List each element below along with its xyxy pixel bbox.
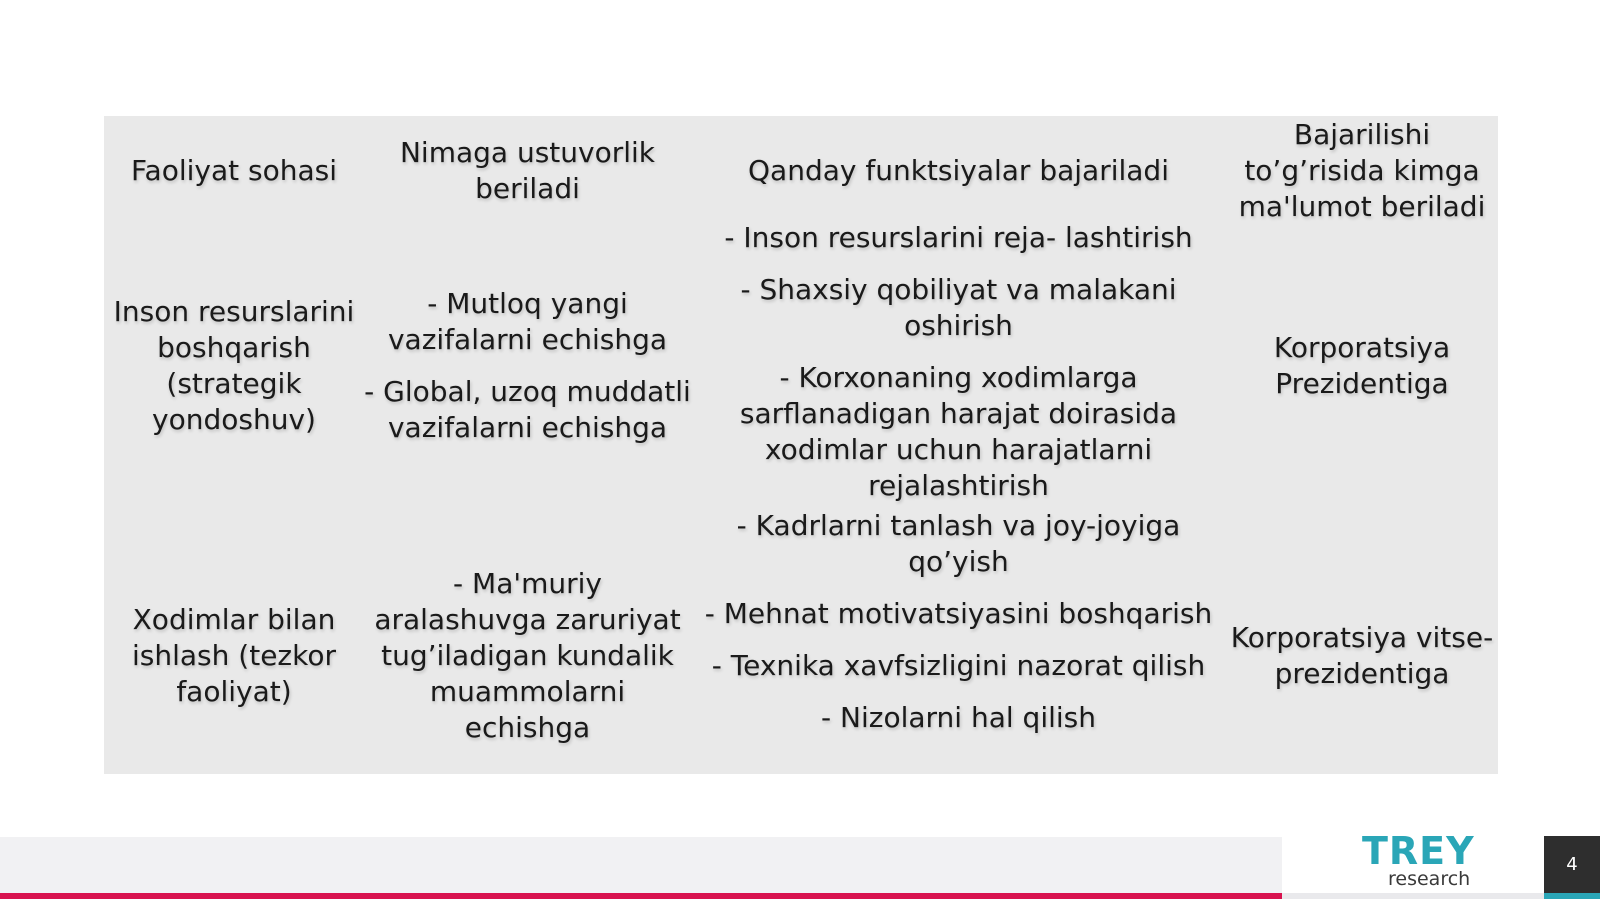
header-priority xyxy=(364,116,691,226)
logo-sub-text: research xyxy=(1388,868,1471,890)
trey-research-logo xyxy=(1362,830,1482,892)
page-number: 4 xyxy=(1566,854,1578,875)
page-number-badge xyxy=(1544,836,1600,893)
info-table xyxy=(104,116,1498,774)
logo-main-text: TREY xyxy=(1362,829,1475,873)
header-activity-area-text: Faoliyat sohasi xyxy=(131,154,337,187)
header-priority-text: Nimaga ustuvorlik beriladi xyxy=(399,136,656,205)
row2-function-item: - Mehnat motivatsiyasini boshqarish xyxy=(704,597,1213,630)
row2-function-item: - Nizolarni hal qilish xyxy=(821,701,1096,734)
row2-priority-item: - Ma'muriy aralashuvga zaruriyat tug’iladigan kundalik muammolarni echishga xyxy=(374,567,681,744)
footer-accent-stripe xyxy=(0,893,1282,899)
row2-priorities xyxy=(364,556,691,756)
row1-priority-item: - Global, uzoq muddatli vazifalarni echishga xyxy=(364,375,691,444)
row1-function-item: - Korxonaning xodimlarga sarflanadigan harajat doirasida xodimlar uchun harajatlarni rejalashtirish xyxy=(739,361,1178,502)
row2-function-item: - Texnika xavfsizligini nazorat qilish xyxy=(711,649,1206,682)
row1-area xyxy=(104,254,364,478)
footer-band xyxy=(0,837,1282,893)
row2-function-item: - Kadrlarni tanlash va joy-joyiga qo’yish xyxy=(736,509,1181,578)
row2-area-text: Xodimlar bilan ishlash (tezkor faoliyat) xyxy=(132,603,336,708)
row1-report-to-text: Korporatsiya Prezidentiga xyxy=(1273,331,1451,400)
header-functions-text: Qanday funktsiyalar bajariladi xyxy=(748,154,1169,187)
row1-function-item: - Inson resurslarini reja- lashtirish xyxy=(724,221,1193,254)
header-report-to-text: Bajarilishi to’g’risida kimga ma'lumot beriladi xyxy=(1238,118,1486,223)
header-functions xyxy=(691,116,1226,226)
row2-report-to xyxy=(1226,556,1498,756)
page-badge-stripe xyxy=(1544,893,1600,899)
header-report-to xyxy=(1226,116,1498,226)
row1-priorities xyxy=(364,254,691,478)
row2-area xyxy=(104,556,364,756)
row2-functions xyxy=(691,508,1226,774)
header-activity-area xyxy=(104,116,364,226)
row1-priority-item: - Mutloq yangi vazifalarni echishga xyxy=(387,287,667,356)
row1-function-item: - Shaxsiy qobiliyat va malakani oshirish xyxy=(740,273,1177,342)
row2-report-to-text: Korporatsiya vitse-prezidentiga xyxy=(1230,621,1494,690)
row1-report-to xyxy=(1226,254,1498,478)
row1-area-text: Inson resurslarini boshqarish (strategik yondoshuv) xyxy=(113,295,355,436)
